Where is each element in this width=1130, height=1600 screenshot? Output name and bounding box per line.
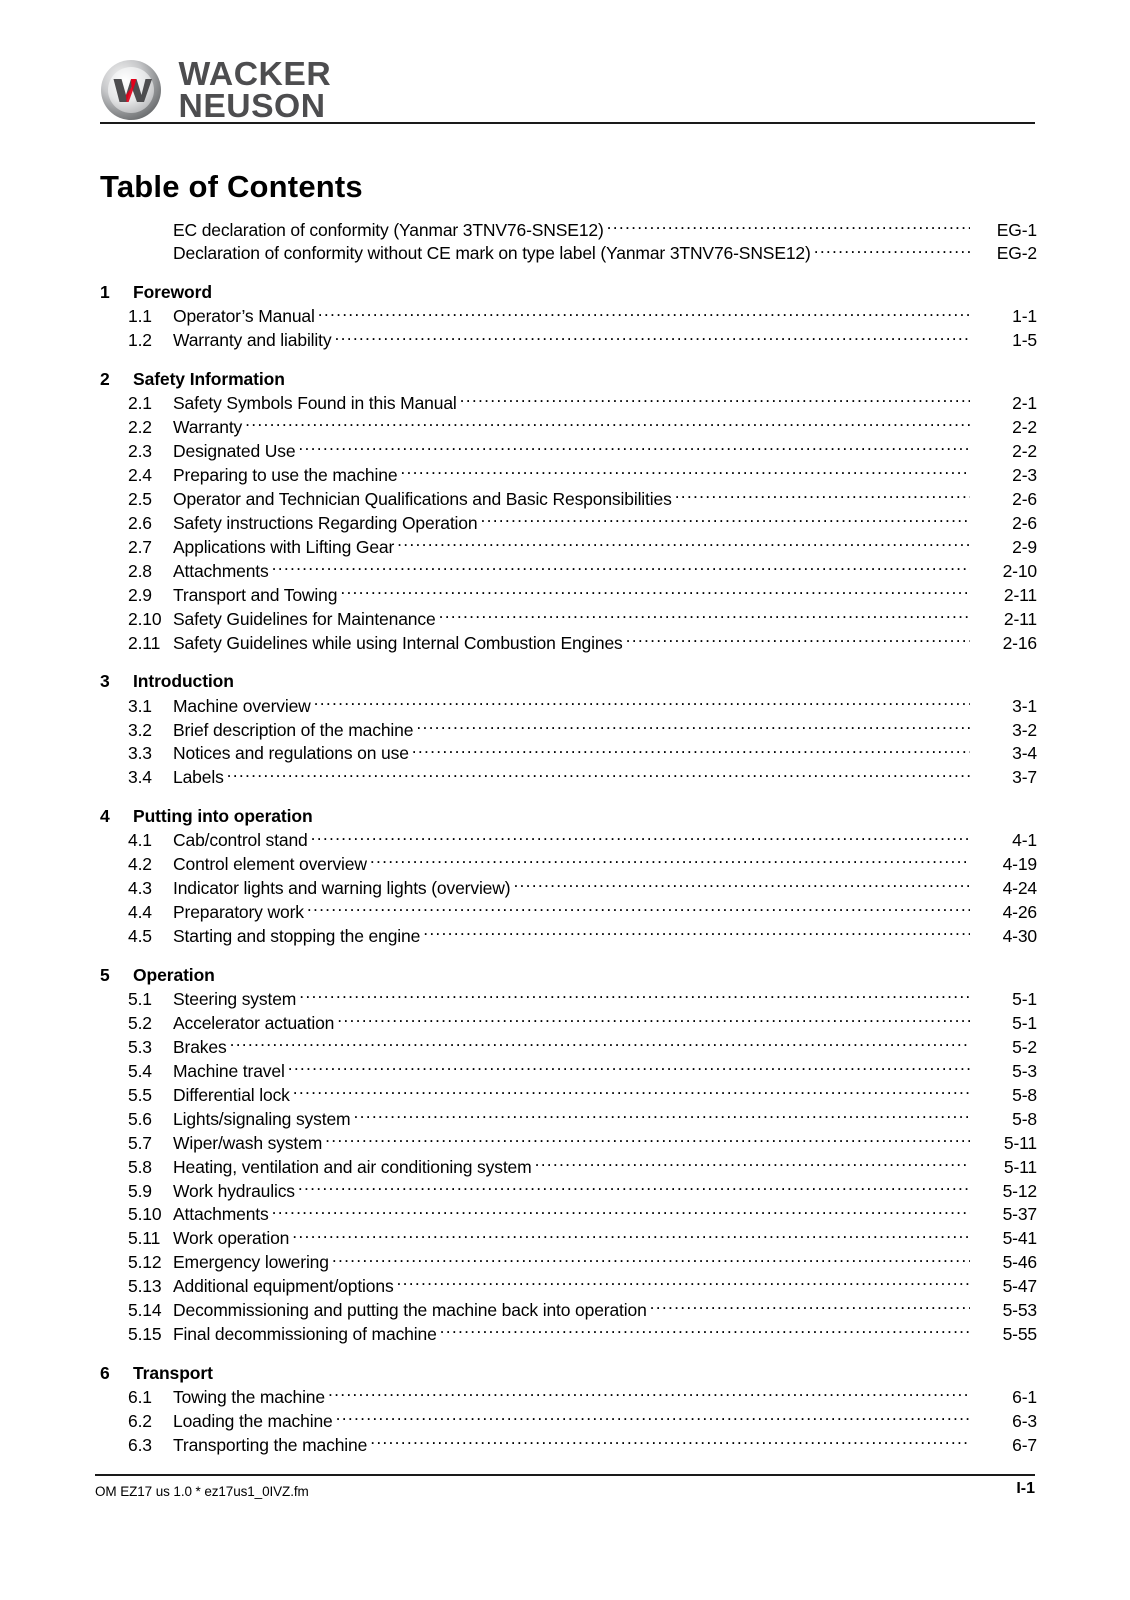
toc-chapter xyxy=(100,369,1037,655)
toc-leader-dots xyxy=(650,1299,970,1317)
toc-chapter-label: Safety Information xyxy=(133,368,285,389)
toc-entry-page: 2-6 xyxy=(1012,512,1037,533)
toc-entry-number: 2.6 xyxy=(128,512,152,533)
toc-entry-number: 6.1 xyxy=(128,1387,152,1408)
toc-entry-label: Indicator lights and warning lights (overview) xyxy=(173,878,511,899)
toc-leader-dots xyxy=(400,464,970,482)
toc-entry-number: 3.2 xyxy=(128,719,152,740)
toc-entry-page: 6-3 xyxy=(1012,1411,1037,1431)
toc-entry[interactable] xyxy=(100,464,1037,488)
toc-chapter-label: Introduction xyxy=(133,671,234,692)
toc-entry-label: Transport and Towing xyxy=(173,584,338,605)
toc-entry-label: Brakes xyxy=(173,1036,227,1057)
toc-entry-number: 2.5 xyxy=(128,489,152,509)
toc-entry[interactable] xyxy=(100,901,1037,925)
toc-entry-label: Lights/signaling system xyxy=(173,1108,351,1129)
toc-entry-label: Labels xyxy=(173,767,224,788)
toc-leader-dots xyxy=(607,218,970,236)
toc-entry-page: 4-24 xyxy=(1002,878,1037,899)
toc-front-matter xyxy=(100,218,1037,266)
toc-leader-dots xyxy=(314,694,970,712)
toc-leader-dots xyxy=(325,1131,970,1149)
toc-entry-page: EG-2 xyxy=(996,243,1037,264)
toc-entry[interactable] xyxy=(100,1083,1037,1107)
brand-line-2: NEUSON xyxy=(178,86,326,124)
toc-leader-dots xyxy=(227,766,970,784)
toc-entry[interactable] xyxy=(100,218,1037,242)
toc-entry-number: 5.5 xyxy=(128,1084,152,1105)
toc-entry[interactable] xyxy=(100,1275,1037,1299)
toc-entry-number: 5.13 xyxy=(128,1276,162,1297)
toc-entry-page: 5-53 xyxy=(1002,1300,1037,1321)
toc-entry-label: Declaration of conformity without CE mark on type label (Yanmar 3TNV76-SNSE12) xyxy=(173,243,811,264)
toc-leader-dots xyxy=(460,392,970,410)
footer-document-id: OM EZ17 us 1.0 * ez17us1_0IVZ.fm xyxy=(95,1484,309,1499)
toc-leader-dots xyxy=(480,511,970,529)
toc-entry[interactable] xyxy=(100,488,1037,512)
toc-entry-label: Preparing to use the machine xyxy=(173,465,398,486)
toc-entry[interactable] xyxy=(100,1251,1037,1275)
toc-entry-label: Applications with Lifting Gear xyxy=(173,536,395,557)
toc-entry-page: 2-2 xyxy=(1012,441,1037,462)
toc-entry-number: 5.7 xyxy=(128,1132,152,1153)
toc-leader-dots xyxy=(332,1251,970,1269)
toc-chapter-label: Foreword xyxy=(133,281,212,302)
toc-entry-number: 2.3 xyxy=(128,441,152,462)
toc-entry-label: Operator and Technician Qualifications and Basic Responsibilities xyxy=(173,489,672,509)
toc-leader-dots xyxy=(397,1275,970,1293)
toc-entry-label: Attachments xyxy=(173,560,269,581)
toc-entry[interactable] xyxy=(100,607,1037,631)
toc-entry-page: 5-12 xyxy=(1002,1180,1037,1201)
toc-chapter-heading[interactable] xyxy=(100,671,1037,692)
toc-entry-number: 5.8 xyxy=(128,1156,152,1177)
toc-entry[interactable] xyxy=(100,305,1037,329)
toc-entry-label: Additional equipment/options xyxy=(173,1276,394,1297)
toc-entry-page: 4-26 xyxy=(1002,902,1037,923)
toc-entry-page: 5-47 xyxy=(1002,1276,1037,1297)
toc-leader-dots xyxy=(397,535,970,553)
toc-entry-number: 2.7 xyxy=(128,536,152,557)
toc-entry[interactable] xyxy=(100,1433,1037,1457)
page-title: Table of Contents xyxy=(100,168,363,204)
toc-entry-page: 5-8 xyxy=(1012,1084,1037,1105)
page-header xyxy=(100,55,1035,130)
toc-entry-label: Brief description of the machine xyxy=(173,719,414,740)
toc-entry-label: Safety Guidelines for Maintenance xyxy=(173,608,436,629)
toc-entry[interactable] xyxy=(100,718,1037,742)
toc-entry-page: 5-41 xyxy=(1002,1228,1037,1249)
toc-chapter xyxy=(100,282,1037,353)
toc-chapter xyxy=(100,671,1037,790)
toc-entry-label: Differential lock xyxy=(173,1084,290,1105)
toc-entry[interactable] xyxy=(100,631,1037,655)
toc-entry-label: Loading the machine xyxy=(173,1411,333,1431)
toc-entry-page: 5-37 xyxy=(1002,1204,1037,1225)
toc-chapter xyxy=(100,1363,1037,1458)
toc-entry-label: Towing the machine xyxy=(173,1387,325,1408)
toc-leader-dots xyxy=(353,1107,970,1125)
toc-chapter-label: Operation xyxy=(133,964,215,985)
toc-entry-label: Warranty and liability xyxy=(173,330,332,351)
toc-chapter-heading[interactable] xyxy=(100,806,1037,827)
toc-chapter-heading[interactable] xyxy=(100,965,1037,986)
toc-entry-page: 5-11 xyxy=(1003,1132,1037,1153)
toc-entry-label: Machine travel xyxy=(173,1060,285,1081)
toc-entry-number: 4.2 xyxy=(128,854,152,875)
toc-entry-number: 6.2 xyxy=(128,1411,152,1431)
toc-entry-label: Safety Guidelines while using Internal Combustion Engines xyxy=(173,632,623,653)
toc-entry[interactable] xyxy=(100,988,1037,1012)
toc-entry-label: Accelerator actuation xyxy=(173,1012,335,1033)
toc-entry-number: 2.9 xyxy=(128,584,152,605)
toc-entry-number: 6.3 xyxy=(128,1434,152,1455)
toc-entry-page: 5-55 xyxy=(1002,1324,1037,1345)
toc-entry-number: 2.4 xyxy=(128,465,152,486)
toc-leader-dots xyxy=(307,901,970,919)
toc-entry[interactable] xyxy=(100,1386,1037,1410)
toc-entry-number: 5.1 xyxy=(128,989,152,1009)
toc-entry-number: 5.9 xyxy=(128,1180,152,1201)
toc-chapter-label: Transport xyxy=(133,1362,213,1383)
toc-leader-dots xyxy=(416,718,970,736)
toc-entry[interactable] xyxy=(100,877,1037,901)
toc-entry[interactable] xyxy=(100,1035,1037,1059)
toc-entry-number: 5.3 xyxy=(128,1036,152,1057)
toc-leader-dots xyxy=(230,1035,970,1053)
toc-entry-page: 1-1 xyxy=(1012,306,1037,327)
brand-logo xyxy=(100,55,332,124)
toc-entry[interactable] xyxy=(100,440,1037,464)
toc-entry-number: 5.6 xyxy=(128,1108,152,1129)
toc-chapter-number: 2 xyxy=(100,368,110,389)
toc-leader-dots xyxy=(423,925,970,943)
toc-entry-page: 4-1 xyxy=(1012,830,1037,851)
toc-chapter-number: 1 xyxy=(100,281,110,302)
toc-entry[interactable] xyxy=(100,535,1037,559)
toc-entry-label: Safety Symbols Found in this Manual xyxy=(173,393,457,414)
toc-entry[interactable] xyxy=(100,242,1037,266)
toc-chapter xyxy=(100,806,1037,949)
toc-entry-number: 5.12 xyxy=(128,1252,162,1273)
toc-entry-number: 3.4 xyxy=(128,767,152,788)
toc-leader-dots xyxy=(298,1179,970,1197)
toc-entry-label: Transporting the machine xyxy=(173,1434,368,1455)
toc-entry-page: 3-4 xyxy=(1012,743,1037,764)
toc-entry-label: Wiper/wash system xyxy=(173,1132,323,1153)
toc-entry-page: 5-11 xyxy=(1003,1156,1037,1177)
toc-chapter-heading[interactable] xyxy=(100,369,1037,390)
toc-entry-label: Control element overview xyxy=(173,854,367,875)
toc-leader-dots xyxy=(272,1203,970,1221)
toc-entry[interactable] xyxy=(100,559,1037,583)
toc-entry-page: 1-5 xyxy=(1012,330,1037,351)
toc-entry-number: 3.1 xyxy=(128,695,152,716)
toc-entry-label: Attachments xyxy=(173,1204,269,1225)
toc-chapter-number: 6 xyxy=(100,1362,110,1383)
toc-leader-dots xyxy=(337,1011,970,1029)
toc-chapter-heading[interactable] xyxy=(100,1363,1037,1384)
toc-leader-dots xyxy=(370,1433,970,1451)
toc-entry-page: 3-7 xyxy=(1012,767,1037,788)
toc-entry-page: 3-1 xyxy=(1012,695,1037,716)
toc-entry-page: 2-1 xyxy=(1012,393,1037,414)
toc-chapter-heading[interactable] xyxy=(100,282,1037,303)
toc-entry-number: 2.8 xyxy=(128,560,152,581)
table-of-contents xyxy=(100,218,1037,1457)
toc-entry-number: 2.11 xyxy=(128,632,161,653)
toc-entry-page: 2-11 xyxy=(1003,584,1037,605)
toc-leader-dots xyxy=(245,416,970,434)
toc-entry-page: 5-2 xyxy=(1012,1036,1037,1057)
footer-divider xyxy=(95,1474,1035,1476)
toc-entry[interactable] xyxy=(100,1179,1037,1203)
toc-entry[interactable] xyxy=(100,1323,1037,1347)
toc-entry-number: 5.11 xyxy=(128,1228,161,1249)
toc-leader-dots xyxy=(272,559,970,577)
toc-entry-number: 5.14 xyxy=(128,1300,162,1321)
toc-entry-page: 5-1 xyxy=(1012,1012,1037,1033)
toc-entry[interactable] xyxy=(100,829,1037,853)
toc-entry-page: 6-1 xyxy=(1012,1387,1037,1408)
toc-leader-dots xyxy=(440,1323,970,1341)
toc-entry-label: Steering system xyxy=(173,989,297,1009)
toc-leader-dots xyxy=(334,329,970,347)
toc-entry[interactable] xyxy=(100,329,1037,353)
toc-entry-page: 2-10 xyxy=(1002,560,1037,581)
toc-chapter-number: 3 xyxy=(100,671,110,692)
toc-leader-dots xyxy=(675,488,970,506)
wacker-neuson-w-emblem-icon xyxy=(100,59,162,121)
toc-entry-label: Operator’s Manual xyxy=(173,306,315,327)
toc-leader-dots xyxy=(814,242,970,260)
toc-entry-number: 5.2 xyxy=(128,1012,152,1033)
toc-leader-dots xyxy=(340,583,970,601)
toc-entry-number: 5.4 xyxy=(128,1060,152,1081)
toc-leader-dots xyxy=(299,988,970,1006)
toc-leader-dots xyxy=(336,1410,970,1428)
toc-chapter xyxy=(100,965,1037,1347)
toc-leader-dots xyxy=(293,1083,970,1101)
toc-entry-page: 4-30 xyxy=(1002,926,1037,947)
toc-entry[interactable] xyxy=(100,583,1037,607)
toc-entry[interactable] xyxy=(100,1203,1037,1227)
toc-entry-number: 5.10 xyxy=(128,1204,162,1225)
toc-entry-label: Cab/control stand xyxy=(173,830,308,851)
toc-entry[interactable] xyxy=(100,925,1037,949)
toc-entry-number: 4.1 xyxy=(128,830,152,851)
toc-entry-label: Work operation xyxy=(173,1228,290,1249)
toc-entry-number: 1.2 xyxy=(128,330,152,351)
toc-entry[interactable] xyxy=(100,511,1037,535)
toc-entry-page: 2-3 xyxy=(1012,465,1037,486)
toc-leader-dots xyxy=(311,829,970,847)
header-divider xyxy=(100,122,1035,124)
toc-leader-dots xyxy=(513,877,970,895)
toc-entry-number: 2.1 xyxy=(128,393,152,414)
toc-chapter-label: Putting into operation xyxy=(133,805,313,826)
toc-leader-dots xyxy=(439,607,970,625)
toc-leader-dots xyxy=(318,305,970,323)
toc-entry-number: 4.3 xyxy=(128,878,152,899)
toc-entry-label: Warranty xyxy=(173,417,243,438)
toc-entry-page: 5-3 xyxy=(1012,1060,1037,1081)
toc-entry-label: Heating, ventilation and air conditioning system xyxy=(173,1156,532,1177)
toc-entry-label: Preparatory work xyxy=(173,902,304,923)
footer-page-number: I-1 xyxy=(1016,1480,1035,1497)
toc-entry-label: Starting and stopping the engine xyxy=(173,926,421,947)
toc-entry-label: Work hydraulics xyxy=(173,1180,295,1201)
toc-entry-page: 2-11 xyxy=(1003,608,1037,629)
toc-entry[interactable] xyxy=(100,1059,1037,1083)
toc-entry[interactable] xyxy=(100,853,1037,877)
toc-entry-page: 2-6 xyxy=(1012,489,1037,509)
toc-entry-number: 2.10 xyxy=(128,608,162,629)
toc-leader-dots xyxy=(535,1155,970,1173)
brand-line-1: WACKER xyxy=(178,55,332,92)
toc-entry-page: 2-2 xyxy=(1012,417,1037,438)
toc-entry[interactable] xyxy=(100,392,1037,416)
toc-entry[interactable] xyxy=(100,1011,1037,1035)
toc-entry-number: 5.15 xyxy=(128,1324,162,1345)
toc-entry-page: 5-46 xyxy=(1002,1252,1037,1273)
toc-entry[interactable] xyxy=(100,1155,1037,1179)
toc-entry[interactable] xyxy=(100,1299,1037,1323)
toc-entry-number: 4.5 xyxy=(128,926,152,947)
toc-entry[interactable] xyxy=(100,766,1037,790)
toc-entry[interactable] xyxy=(100,1131,1037,1155)
toc-chapter-number: 4 xyxy=(100,805,110,826)
toc-entry-label: Decommissioning and putting the machine back into operation xyxy=(173,1300,647,1321)
toc-entry-label: EC declaration of conformity (Yanmar 3TNV76-SNSE12) xyxy=(173,219,604,240)
toc-entry-page: 3-2 xyxy=(1012,719,1037,740)
toc-leader-dots xyxy=(298,440,970,458)
toc-entry-page: 6-7 xyxy=(1012,1434,1037,1455)
toc-leader-dots xyxy=(412,742,970,760)
toc-entry-number: 2.2 xyxy=(128,417,152,438)
toc-entry-page: 5-1 xyxy=(1012,989,1037,1009)
toc-entry[interactable] xyxy=(100,1227,1037,1251)
toc-entry[interactable] xyxy=(100,694,1037,718)
toc-entry-label: Final decommissioning of machine xyxy=(173,1324,437,1345)
toc-entry-page: 2-9 xyxy=(1012,536,1037,557)
toc-entry-number: 3.3 xyxy=(128,743,152,764)
toc-leader-dots xyxy=(626,631,970,649)
toc-chapter-number: 5 xyxy=(100,964,110,985)
toc-entry[interactable] xyxy=(100,742,1037,766)
toc-leader-dots xyxy=(292,1227,970,1245)
toc-entry[interactable] xyxy=(100,1107,1037,1131)
toc-entry-page: EG-1 xyxy=(996,219,1037,240)
toc-entry[interactable] xyxy=(100,416,1037,440)
toc-entry-page: 2-16 xyxy=(1002,632,1037,653)
brand-wordmark xyxy=(178,55,332,124)
toc-entry-label: Designated Use xyxy=(173,441,296,462)
toc-leader-dots xyxy=(288,1059,970,1077)
toc-entry-number: 4.4 xyxy=(128,902,152,923)
toc-entry-page: 5-8 xyxy=(1012,1108,1037,1129)
toc-entry-label: Notices and regulations on use xyxy=(173,743,409,764)
toc-leader-dots xyxy=(328,1386,970,1404)
toc-entry-page: 4-19 xyxy=(1002,854,1037,875)
toc-entry-label: Emergency lowering xyxy=(173,1252,329,1273)
toc-entry[interactable] xyxy=(100,1410,1037,1434)
toc-entry-label: Machine overview xyxy=(173,695,311,716)
toc-entry-label: Safety instructions Regarding Operation xyxy=(173,512,478,533)
toc-leader-dots xyxy=(370,853,970,871)
toc-entry-number: 1.1 xyxy=(128,306,152,327)
